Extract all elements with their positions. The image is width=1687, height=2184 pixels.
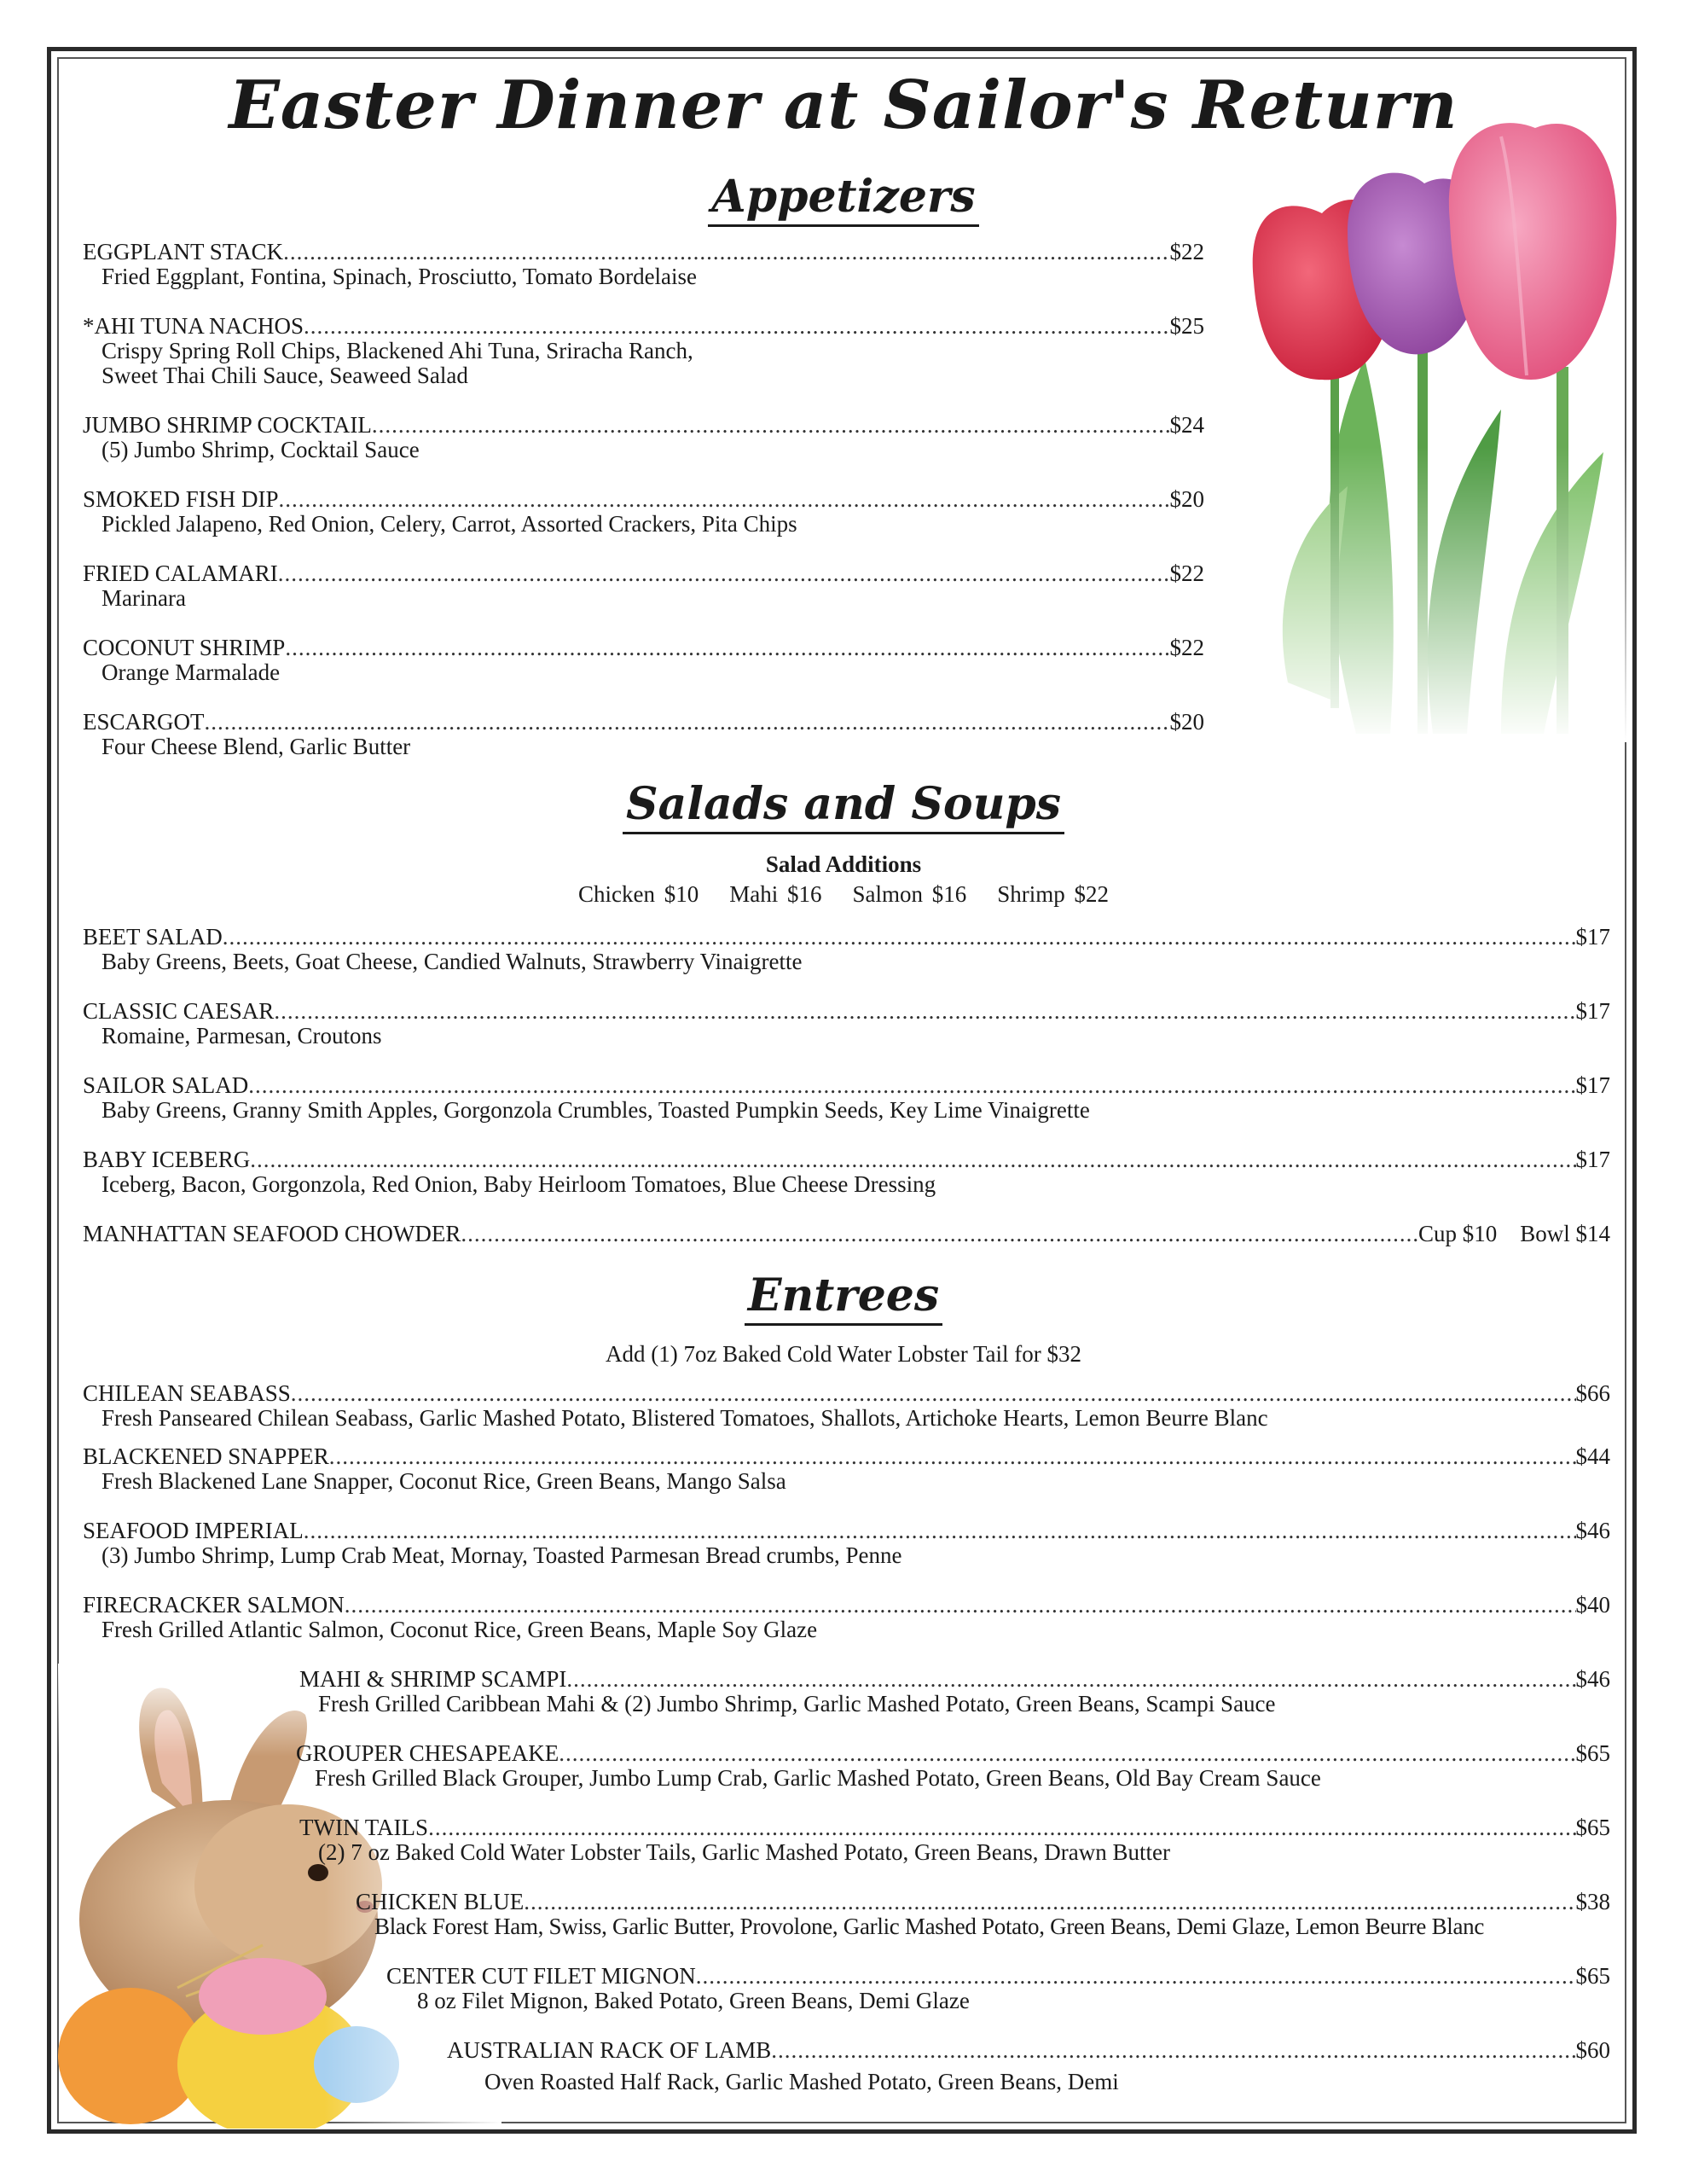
item-price: $66 (1575, 1380, 1610, 1406)
item-name: MANHATTAN SEAFOOD CHOWDER (83, 1221, 461, 1246)
item-price: $65 (1575, 1815, 1610, 1840)
item-description: Romaine, Parmesan, Croutons (101, 1023, 382, 1048)
item-price: $46 (1575, 1518, 1610, 1543)
item-price: $17 (1575, 1147, 1610, 1172)
salad-additions-list (0, 881, 1687, 908)
item-description: Crispy Spring Roll Chips, Blackened Ahi Tuna, Sriracha Ranch, (101, 338, 693, 363)
item-price: $17 (1575, 1072, 1610, 1098)
menu-item (83, 412, 1204, 462)
item-name: CHICKEN BLUE (356, 1889, 525, 1914)
menu-item (83, 1380, 1610, 1431)
menu-item (296, 1740, 1610, 1791)
item-price: $40 (1575, 1592, 1610, 1618)
menu-item (83, 561, 1204, 611)
item-name: BLACKENED SNAPPER (83, 1443, 329, 1469)
item-description: Fresh Grilled Black Grouper, Jumbo Lump Crab, Garlic Mashed Potato, Green Beans, Old Bay Cream Sauce (315, 1765, 1321, 1791)
menu-item (386, 1963, 1610, 2013)
item-description: (2) 7 oz Baked Cold Water Lobster Tails, Garlic Mashed Potato, Green Beans, Drawn Butter (318, 1839, 1170, 1865)
item-price: $24 (1169, 412, 1204, 438)
item-name: EGGPLANT STACK (83, 239, 284, 264)
menu-item (83, 1443, 1610, 1494)
menu-item (83, 1518, 1610, 1568)
item-description: (3) Jumbo Shrimp, Lump Crab Meat, Mornay, Toasted Parmesan Bread crumbs, Penne (101, 1542, 902, 1568)
item-name: ESCARGOT (83, 709, 205, 735)
item-name: FRIED CALAMARI (83, 561, 278, 586)
salad-addition: Chicken $10 (577, 881, 699, 907)
menu-item (83, 924, 1610, 974)
salad-additions-title: Salad Additions (765, 851, 922, 877)
menu-item (83, 313, 1204, 388)
menu-item (83, 1147, 1610, 1197)
menu-item (83, 239, 1204, 289)
item-description: Pickled Jalapeno, Red Onion, Celery, Carrot, Assorted Crackers, Pita Chips (101, 511, 797, 537)
item-description: Fresh Blackened Lane Snapper, Coconut Rice, Green Beans, Mango Salsa (101, 1468, 786, 1494)
item-name: *AHI TUNA NACHOS (83, 313, 304, 339)
item-price: $17 (1575, 998, 1610, 1024)
item-description: Oven Roasted Half Rack, Garlic Mashed Potato, Green Beans, Demi (484, 2069, 1119, 2094)
menu-item (83, 486, 1204, 537)
item-price: $22 (1169, 561, 1204, 586)
item-name: JUMBO SHRIMP COCKTAIL (83, 412, 372, 438)
entrees-heading: Entrees (0, 1269, 1687, 1321)
item-name: BEET SALAD (83, 924, 223, 950)
item-description: (5) Jumbo Shrimp, Cocktail Sauce (101, 437, 420, 462)
menu-item (83, 709, 1204, 759)
item-description: Fresh Grilled Atlantic Salmon, Coconut Rice, Green Beans, Maple Soy Glaze (101, 1617, 818, 1642)
item-price: $20 (1169, 486, 1204, 512)
salad-addition: Salmon $16 (852, 881, 967, 907)
item-description: Four Cheese Blend, Garlic Butter (101, 734, 411, 759)
item-name: FIRECRACKER SALMON (83, 1592, 345, 1618)
menu-title: Easter Dinner at Sailor's Return (229, 67, 1458, 144)
menu-item (83, 998, 1610, 1048)
item-name: AUSTRALIAN RACK OF LAMB (447, 2037, 772, 2063)
item-price: $44 (1575, 1443, 1610, 1469)
menu-item (356, 1889, 1610, 1939)
menu-item (83, 1072, 1610, 1123)
salad-addition: Shrimp $22 (997, 881, 1109, 907)
item-name: GROUPER CHESAPEAKE (296, 1740, 559, 1766)
menu-item (447, 2037, 1610, 2094)
item-name: SEAFOOD IMPERIAL (83, 1518, 304, 1543)
menu-item (83, 1221, 1610, 1246)
item-price: $20 (1169, 709, 1204, 735)
item-price: $46 (1575, 1666, 1610, 1692)
item-description: Fried Eggplant, Fontina, Spinach, Prosciutto, Tomato Bordelaise (101, 264, 698, 289)
item-description: Fresh Panseared Chilean Seabass, Garlic Mashed Potato, Blistered Tomatoes, Shallots, Artichoke Hearts, Lemon Beurre Blanc (101, 1405, 1268, 1431)
item-description: Orange Marmalade (101, 659, 281, 685)
item-price: $60 (1575, 2037, 1610, 2063)
salad-addition: Mahi $16 (729, 881, 822, 907)
item-price: Cup $10 Bowl $14 (1417, 1221, 1610, 1246)
item-price: $22 (1169, 635, 1204, 660)
item-name: SAILOR SALAD (83, 1072, 249, 1098)
menu-item (299, 1815, 1610, 1865)
item-description: 8 oz Filet Mignon, Baked Potato, Green Beans, Demi Glaze (417, 1988, 970, 2013)
item-price: $65 (1575, 1963, 1610, 1989)
item-description: Fresh Grilled Caribbean Mahi & (2) Jumbo Shrimp, Garlic Mashed Potato, Green Beans, Scampi Sauce (318, 1691, 1276, 1716)
item-description: Marinara (101, 585, 186, 611)
item-description: Baby Greens, Granny Smith Apples, Gorgonzola Crumbles, Toasted Pumpkin Seeds, Key Lime Vinaigrette (101, 1097, 1090, 1123)
item-name: BABY ICEBERG (83, 1147, 251, 1172)
item-name: CHILEAN SEABASS (83, 1380, 291, 1406)
item-name: CENTER CUT FILET MIGNON (386, 1963, 696, 1989)
item-price: $65 (1575, 1740, 1610, 1766)
entrees-note: Add (1) 7oz Baked Cold Water Lobster Tail for $32 (605, 1341, 1082, 1367)
item-name: COCONUT SHRIMP (83, 635, 286, 660)
item-description: Iceberg, Bacon, Gorgonzola, Red Onion, Baby Heirloom Tomatoes, Blue Cheese Dressing (101, 1171, 936, 1197)
menu-item (83, 1592, 1610, 1642)
item-price: $17 (1575, 924, 1610, 950)
item-name: MAHI & SHRIMP SCAMPI (299, 1666, 567, 1692)
menu-item (299, 1666, 1610, 1716)
item-price: $25 (1169, 313, 1204, 339)
appetizers-heading: Appetizers (0, 171, 1687, 223)
item-description: Baby Greens, Beets, Goat Cheese, Candied Walnuts, Strawberry Vinaigrette (101, 949, 803, 974)
item-name: SMOKED FISH DIP (83, 486, 279, 512)
item-name: TWIN TAILS (299, 1815, 429, 1840)
menu-item (83, 635, 1204, 685)
salads-heading: Salads and Soups (0, 778, 1687, 830)
item-description: Sweet Thai Chili Sauce, Seaweed Salad (101, 363, 468, 388)
item-price: $38 (1575, 1889, 1610, 1914)
item-price: $22 (1169, 239, 1204, 264)
item-description: Black Forest Ham, Swiss, Garlic Butter, Provolone, Garlic Mashed Potato, Green Beans, Demi Glaze, Lemon Beurre Blanc (374, 1914, 1485, 1939)
item-name: CLASSIC CAESAR (83, 998, 275, 1024)
